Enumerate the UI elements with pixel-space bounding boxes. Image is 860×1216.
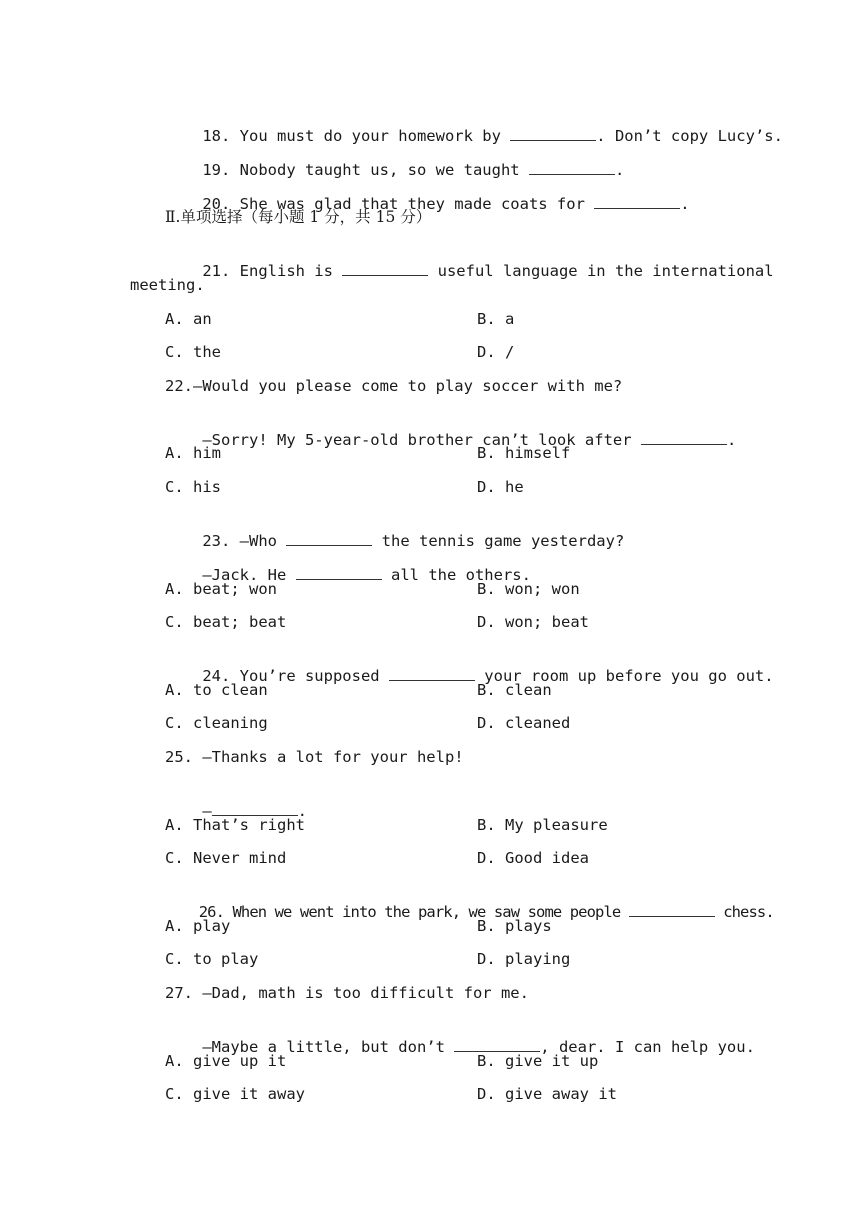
question-21-continuation: meeting. bbox=[130, 276, 205, 294]
answer-blank bbox=[212, 801, 298, 816]
answer-blank bbox=[286, 531, 372, 546]
question-23-tail: the tennis game yesterday? bbox=[372, 532, 625, 550]
section-title: Ⅱ.单项选择（每小题 1 分，共 15 分） bbox=[165, 208, 432, 226]
question-18-tail: . Don’t copy Lucy’s. bbox=[596, 127, 783, 145]
option-b: B. My pleasure bbox=[477, 816, 608, 834]
question-20-text: 20. She was glad that they made coats for bbox=[202, 195, 595, 213]
option-d: D. Good idea bbox=[477, 849, 589, 867]
option-b: B. a bbox=[477, 310, 515, 328]
option-a: A. an bbox=[165, 310, 212, 328]
answer-blank bbox=[641, 430, 727, 445]
answer-blank bbox=[389, 666, 475, 681]
question-25: 25. —Thanks a lot for your help! bbox=[165, 748, 464, 766]
option-a: A. to clean bbox=[165, 681, 268, 699]
question-24-text: 24. You’re supposed bbox=[202, 667, 389, 685]
option-d: D. give away it bbox=[477, 1085, 617, 1103]
option-c: C. beat; beat bbox=[165, 613, 287, 631]
question-25-reply bbox=[165, 781, 308, 820]
question-26-tail: chess. bbox=[714, 903, 774, 921]
question-24-tail: your room up before you go out. bbox=[474, 667, 774, 685]
option-d: D. / bbox=[477, 343, 515, 361]
question-23-reply bbox=[165, 545, 531, 584]
answer-blank bbox=[342, 261, 428, 276]
option-a: A. That’s right bbox=[165, 816, 305, 834]
option-c: C. his bbox=[165, 478, 221, 496]
option-d: D. playing bbox=[477, 950, 571, 968]
question-21 bbox=[165, 241, 774, 280]
question-23 bbox=[165, 511, 625, 550]
question-27-reply bbox=[165, 1017, 755, 1056]
question-22: 22.—Would you please come to play soccer with me? bbox=[165, 377, 623, 395]
option-d: D. he bbox=[477, 478, 524, 496]
question-18 bbox=[165, 106, 783, 145]
question-27-reply-text: —Maybe a little, but don’t bbox=[202, 1038, 455, 1056]
question-25-reply-tail: . bbox=[297, 802, 308, 820]
question-20 bbox=[165, 174, 690, 213]
question-24 bbox=[165, 646, 774, 685]
question-27: 27. —Dad, math is too difficult for me. bbox=[165, 984, 529, 1002]
question-22-reply-text: —Sorry! My 5-year-old brother can’t look after bbox=[202, 431, 641, 449]
option-a: A. give up it bbox=[165, 1052, 287, 1070]
option-c: C. Never mind bbox=[165, 849, 287, 867]
question-26-text: 26. When we went into the park, we saw some people bbox=[198, 903, 629, 921]
question-25-reply-text: — bbox=[202, 802, 212, 820]
option-d: D. cleaned bbox=[477, 714, 571, 732]
answer-blank bbox=[529, 160, 615, 175]
option-b: B. himself bbox=[477, 444, 571, 462]
option-b: B. won; won bbox=[477, 580, 580, 598]
option-a: A. play bbox=[165, 917, 231, 935]
answer-blank bbox=[454, 1037, 540, 1052]
option-c: C. to play bbox=[165, 950, 259, 968]
option-b: B. clean bbox=[477, 681, 552, 699]
question-23-reply-text: —Jack. He bbox=[202, 566, 296, 584]
answer-blank bbox=[629, 902, 715, 917]
question-19-text: 19. Nobody taught us, so we taught bbox=[202, 161, 529, 179]
question-23-reply-tail: all the others. bbox=[381, 566, 531, 584]
option-c: C. cleaning bbox=[165, 714, 268, 732]
question-18-text: 18. You must do your homework by bbox=[202, 127, 511, 145]
answer-blank bbox=[296, 565, 382, 580]
option-b: B. give it up bbox=[477, 1052, 599, 1070]
question-20-tail: . bbox=[680, 195, 690, 213]
question-21-tail: useful language in the international bbox=[428, 262, 774, 280]
answer-blank bbox=[510, 126, 596, 141]
option-a: A. him bbox=[165, 444, 221, 462]
question-26 bbox=[165, 882, 774, 921]
question-21-text: 21. English is bbox=[202, 262, 343, 280]
option-a: A. beat; won bbox=[165, 580, 277, 598]
question-22-reply-tail: . bbox=[726, 431, 737, 449]
question-19 bbox=[165, 140, 625, 179]
option-b: B. plays bbox=[477, 917, 552, 935]
option-c: C. give it away bbox=[165, 1085, 305, 1103]
answer-blank bbox=[594, 194, 680, 209]
option-d: D. won; beat bbox=[477, 613, 589, 631]
question-23-text: 23. —Who bbox=[202, 532, 287, 550]
question-27-reply-tail: , dear. I can help you. bbox=[540, 1038, 755, 1056]
question-22-reply bbox=[165, 410, 737, 449]
option-c: C. the bbox=[165, 343, 221, 361]
question-19-tail: . bbox=[614, 161, 625, 179]
